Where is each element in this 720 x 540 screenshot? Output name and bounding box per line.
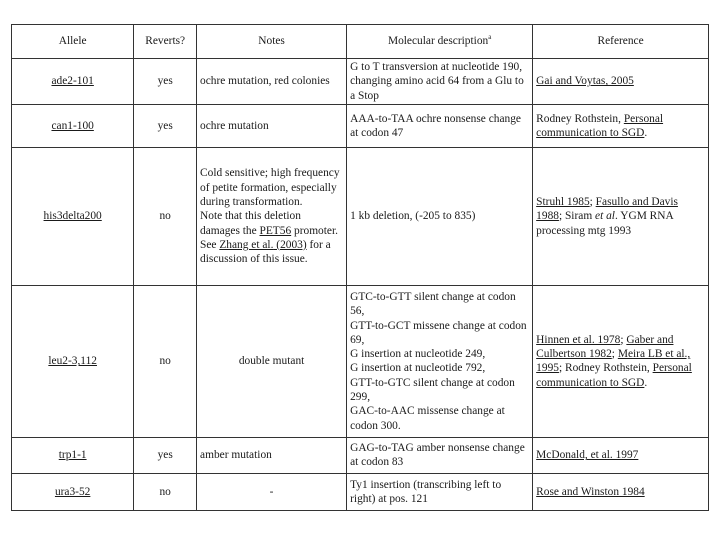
table-row bbox=[12, 437, 709, 473]
header-reverts: Reverts? bbox=[134, 25, 197, 59]
allele-cell bbox=[12, 473, 134, 510]
allele-cell bbox=[12, 59, 134, 105]
reference-link[interactable]: Personal communication to SGD bbox=[536, 362, 692, 389]
citation-link-part: Zhang et al. bbox=[219, 238, 274, 251]
reference-link[interactable]: McDonald, et al. 1997 bbox=[536, 449, 639, 462]
reverts-cell: no bbox=[134, 473, 197, 510]
reference-text: . YGM RNA processing mtg 1993 bbox=[536, 210, 674, 237]
table-row bbox=[12, 473, 709, 510]
allele-link[interactable]: ade2-101 bbox=[51, 75, 94, 88]
reference-cell bbox=[533, 437, 709, 473]
reference-text: ; bbox=[611, 348, 618, 361]
allele-cell bbox=[12, 285, 134, 437]
notes-text: Note that this deletion damages the bbox=[200, 210, 301, 237]
molecular-cell: G to T transversion at nucleotide 190, changing amino acid 64 from a Glu to a Stop bbox=[347, 59, 533, 105]
molecular-cell: AAA-to-TAA ochre nonsense change at codon 47 bbox=[347, 104, 533, 147]
allele-link[interactable]: can1-100 bbox=[51, 119, 94, 132]
notes-text: Cold sensitive; high frequency of petite formation, especially during transformation. bbox=[200, 167, 340, 208]
reference-text: Rodney Rothstein, bbox=[536, 112, 624, 125]
notes-cell: ochre mutation, red colonies bbox=[197, 59, 347, 105]
header-allele: Allele bbox=[12, 25, 134, 59]
reference-link[interactable]: Meira LB et al., 1995 bbox=[536, 348, 691, 375]
header-molecular bbox=[347, 25, 533, 59]
allele-link[interactable]: his3delta200 bbox=[43, 210, 102, 223]
reverts-cell: no bbox=[134, 285, 197, 437]
header-reference: Reference bbox=[533, 25, 709, 59]
molecular-line: G insertion at nucleotide 792, bbox=[350, 362, 486, 375]
reverts-cell: yes bbox=[134, 59, 197, 105]
reference-text: ; Siram bbox=[558, 210, 596, 223]
molecular-cell: 1 kb deletion, (-205 to 835) bbox=[347, 147, 533, 285]
allele-link[interactable]: leu2-3,112 bbox=[48, 355, 97, 368]
notes-text: promoter. See bbox=[200, 224, 338, 251]
gene-link[interactable]: PET56 bbox=[259, 224, 292, 237]
molecular-cell bbox=[347, 285, 533, 437]
molecular-line: G insertion at nucleotide 249, bbox=[350, 348, 486, 361]
footnote-marker: a bbox=[488, 33, 492, 42]
notes-cell: double mutant bbox=[197, 285, 347, 437]
reference-cell bbox=[533, 473, 709, 510]
molecular-line: GAC-to-AAC missense change at codon 300. bbox=[350, 405, 505, 432]
notes-text: for a discussion of this issue. bbox=[200, 238, 331, 266]
reference-link[interactable]: Rose and Winston 1984 bbox=[536, 485, 645, 498]
reference-link[interactable]: Struhl 1985 bbox=[536, 195, 590, 208]
allele-cell bbox=[12, 147, 134, 285]
reference-link[interactable]: Personal communication to SGD bbox=[536, 112, 664, 139]
reverts-cell: yes bbox=[134, 437, 197, 473]
reference-text: ; Rodney Rothstein, bbox=[558, 362, 653, 375]
reference-text: . bbox=[644, 376, 648, 389]
notes-cell: amber mutation bbox=[197, 437, 347, 473]
table-row bbox=[12, 147, 709, 285]
reverts-cell: no bbox=[134, 147, 197, 285]
table-row bbox=[12, 285, 709, 437]
table-row bbox=[12, 104, 709, 147]
reference-text: ; bbox=[589, 195, 596, 208]
reference-italic: et al bbox=[595, 210, 615, 223]
header-row bbox=[12, 25, 709, 59]
molecular-line: GTT-to-GCT missene change at codon 69, bbox=[350, 319, 527, 346]
reference-link[interactable]: Fasullo and Davis 1988 bbox=[536, 195, 678, 223]
reference-text: . bbox=[644, 126, 648, 139]
notes-cell: - bbox=[197, 473, 347, 510]
reference-link[interactable]: Gaber and Culbertson 1982 bbox=[536, 333, 674, 361]
molecular-line: GTT-to-GTC silent change at codon 299, bbox=[350, 376, 515, 403]
citation-link[interactable] bbox=[219, 239, 306, 251]
molecular-line: GTC-to-GTT silent change at codon 56, bbox=[350, 290, 516, 318]
allele-cell bbox=[12, 104, 134, 147]
reference-cell bbox=[533, 285, 709, 437]
allele-link[interactable]: ura3-52 bbox=[54, 485, 91, 498]
reference-cell bbox=[533, 104, 709, 147]
header-molecular-label: Molecular description bbox=[387, 35, 489, 48]
molecular-cell: Ty1 insertion (transcribing left to right) at pos. 121 bbox=[347, 473, 533, 510]
notes-cell bbox=[197, 147, 347, 285]
molecular-cell: GAG-to-TAG amber nonsense change at codon 83 bbox=[347, 437, 533, 473]
notes-cell: ochre mutation bbox=[197, 104, 347, 147]
allele-link[interactable]: trp1-1 bbox=[58, 449, 87, 462]
reference-link[interactable]: Gai and Voytas, 2005 bbox=[536, 75, 634, 88]
reference-link[interactable]: Hinnen et al. 1978 bbox=[536, 333, 621, 346]
alleles-table bbox=[11, 24, 709, 511]
reference-cell bbox=[533, 59, 709, 105]
reference-text: ; bbox=[620, 333, 627, 346]
table-row bbox=[12, 59, 709, 105]
header-notes: Notes bbox=[197, 25, 347, 59]
allele-cell bbox=[12, 437, 134, 473]
citation-link-part: (2003) bbox=[273, 238, 307, 251]
reverts-cell: yes bbox=[134, 104, 197, 147]
reference-cell bbox=[533, 147, 709, 285]
